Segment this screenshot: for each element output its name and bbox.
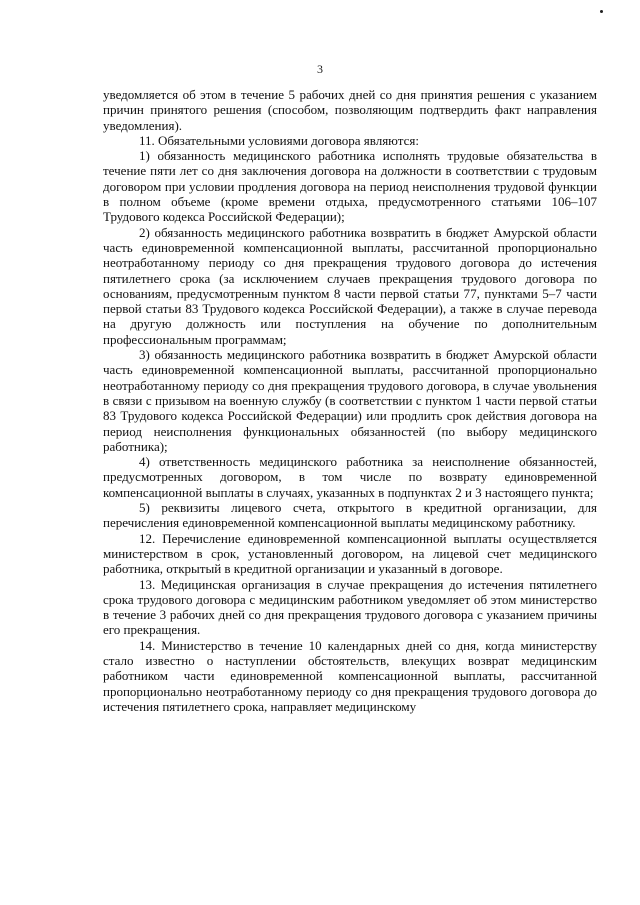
paragraph-item-11: 11. Обязательными условиями договора являются: [139, 132, 419, 148]
body-text [103, 87, 597, 714]
paragraph-subitem-4: 4) ответственность медицинского работника за неисполнение обязанностей, предусмотренных договором, в том числе по возврату единовременной компенсационной выплаты в случаях, указанных в подпунктах 2 и 3 настоящего пункта; [103, 454, 597, 500]
paragraph-continuation: уведомляется об этом в течение 5 рабочих дней со дня принятия решения с указанием причин принятого решения (способом, позволяющим подтвердить факт направления уведомления). [103, 87, 597, 133]
scan-speck [600, 10, 603, 13]
paragraph-item-12: 12. Перечисление единовременной компенсационной выплаты осуществляется министерством в срок, установленный договором, на лицевой счет медицинского работника, открытый в кредитной организации и указанный в договоре. [103, 530, 597, 577]
paragraph-subitem-2: 2) обязанность медицинского работника возвратить в бюджет Амурской области часть единовременной компенсационной выплаты, рассчитанной пропорционально неотработанному периоду со дня прекращения трудового договора до истечения пятилетнего срока (за исключением случаев прекращения трудового договора по основаниям, предусмотренным пунктом 8 части первой статьи 77, пунктами 5–7 части первой статьи 83 Трудового кодекса Российской Федерации), а также в случае перевода на другую должность или поступления на обучение по дополнительным профессиональным программам; [103, 224, 597, 347]
paragraph-subitem-5: 5) реквизиты лицевого счета, открытого в кредитной организации, для перечисления единовременной компенсационной выплаты медицинскому работнику. [103, 500, 597, 531]
paragraph-subitem-3: 3) обязанность медицинского работника возвратить в бюджет Амурской области часть единовременной компенсационной выплаты, рассчитанной пропорционально неотработанному периоду со дня прекращения трудового договора, в случае увольнения в связи с призывом на военную службу (в соответствии с пунктом 1 части первой статьи 83 Трудового кодекса Российской Федерации) или продлить срок действия договора на период неисполнения функциональных обязанностей (по выбору медицинского работника); [103, 347, 597, 454]
paragraph-subitem-1: 1) обязанность медицинского работника исполнять трудовые обязательства в течение пяти лет со дня заключения договора на должности в соответствии с трудовым договором при условии продления договора на период неисполнения трудовой функции в полном объеме (кроме времени отдыха, предусмотренного статьями 106–107 Трудового кодекса Российской Федерации); [103, 148, 597, 225]
paragraph-item-13: 13. Медицинская организация в случае прекращения до истечения пятилетнего срока трудового договора с медицинским работником уведомляет об этом министерство в течение 3 рабочих дней со дня прекращения трудового договора с указанием причины его прекращения. [103, 576, 597, 638]
paragraph-item-14: 14. Министерство в течение 10 календарных дней со дня, когда министерству стало известно о наступлении обстоятельств, влекущих возврат медицинским работником части единовременной компенсационной выплаты, рассчитанной пропорционально неотработанному периоду со дня прекращения трудового договора до истечения пятилетнего срока, направляет медицинскому [103, 637, 597, 714]
page-number: 3 [317, 62, 323, 76]
